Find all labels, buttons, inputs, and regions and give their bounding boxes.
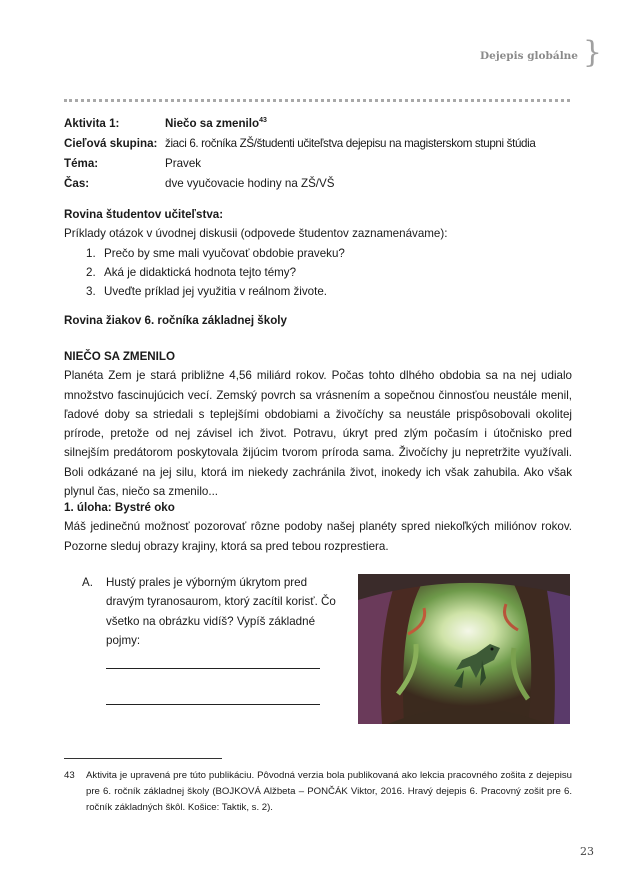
list-number: 1. [86,246,96,260]
meta-key: Aktivita 1: [64,117,120,130]
list-text: Uveďte príklad jej využitia v reálnom živote. [104,285,327,299]
task-item-a [82,573,342,650]
list-item [64,263,572,282]
section-intro: Príklady otázok v úvodnej diskusii (odpovede študentov zaznamenávame): [64,227,448,241]
task-title: 1. úloha: Bystré oko [64,501,175,514]
jungle-tyrannosaurus-illustration [358,574,570,724]
item-text: Hustý prales je výborným úkrytom pred dravým tyranosaurom, ktorý zacítil korisť. Čo všetko na obrázku vidíš? Vypíš základné pojmy: [106,576,336,647]
meta-value: Pravek [165,157,202,170]
task-text: Máš jedinečnú možnosť pozorovať rôzne podoby našej planéty spred niekoľkých miliónov rokov. Pozorne sleduj obrazy krajiny, ktorá sa pred tebou rozprestiera. [64,520,572,553]
story-title: NIEČO SA ZMENILO [64,350,176,363]
footnote-text: Aktivita je upravená pre túto publikáciu. Pôvodná verzia bola publikovaná ako lekcia pracovného zošita z dejepisu pre 6. ročník základnej školy (BOJKOVÁ Alžbeta – PONČÁK Viktor, 2016. Hravý dejepis 6. Pracovný zošit pre 6. ročník základných škôl. Košice: Taktik, s. 2). [86,770,572,813]
footnote-ref: 43 [259,117,267,125]
meta-key: Téma: [64,157,99,170]
footnote-rule [64,758,222,759]
meta-value: dve vyučovacie hodiny na ZŠ/VŠ [165,177,335,190]
footnote-number: 43 [64,770,75,781]
running-head-title: Dejepis globálne [480,50,578,62]
page-number: 23 [580,845,594,858]
students-section [64,205,572,301]
answer-line[interactable] [106,668,320,669]
header-brace-ornament: } [582,35,602,70]
item-letter: A. [82,576,93,589]
list-item [64,244,572,263]
list-text: Aká je didaktická hodnota tejto témy? [104,265,297,279]
activity-title: Niečo sa zmenilo [165,117,260,130]
meta-value: žiaci 6. ročníka ZŠ/študenti učiteľstva dejepisu na magisterskom stupni štúdia [165,137,536,150]
list-item [64,282,572,301]
story-text: Planéta Zem je stará približne 4,56 miliárd rokov. Počas tohto dlhého obdobia sa na nej udialo množstvo fascinujúcich vecí. Zemský povrch sa vrásnením a sopečnou činnosťou neustále menil, ľadové doby sa striedali s teplejšími obdobiami a živočíchy sa neustále prispôsobovali okolitej prírode, pretože od nej závisel ich život. Potravu, úkryt pred zlým počasím i útočnisko pred silnejším predátorom poskytovala žijúcim tvorom príroda sama. Živočíchy ju nepretržite využívali. Boli odkázané na jej silu, ktorá im niekedy zachránila život, inokedy ich však zahubila. Ako však plynul čas, niečo sa zmenilo... [64,369,572,499]
footnote [64,768,572,816]
pupils-heading: Rovina žiakov 6. ročníka základnej školy [64,314,287,327]
story-section [64,347,572,501]
section-heading: Rovina študentov učiteľstva: [64,208,224,221]
list-text: Prečo by sme mali vyučovať obdobie praveku? [104,246,345,260]
list-number: 3. [86,285,96,299]
answer-line[interactable] [106,704,320,705]
list-number: 2. [86,265,96,279]
question-list [64,244,572,302]
illustration-svg [358,574,570,724]
dotted-divider [64,99,570,102]
meta-key: Cieľová skupina: [64,137,158,150]
meta-key: Čas: [64,177,90,190]
task1-section [64,498,572,556]
meta-value [165,114,267,134]
